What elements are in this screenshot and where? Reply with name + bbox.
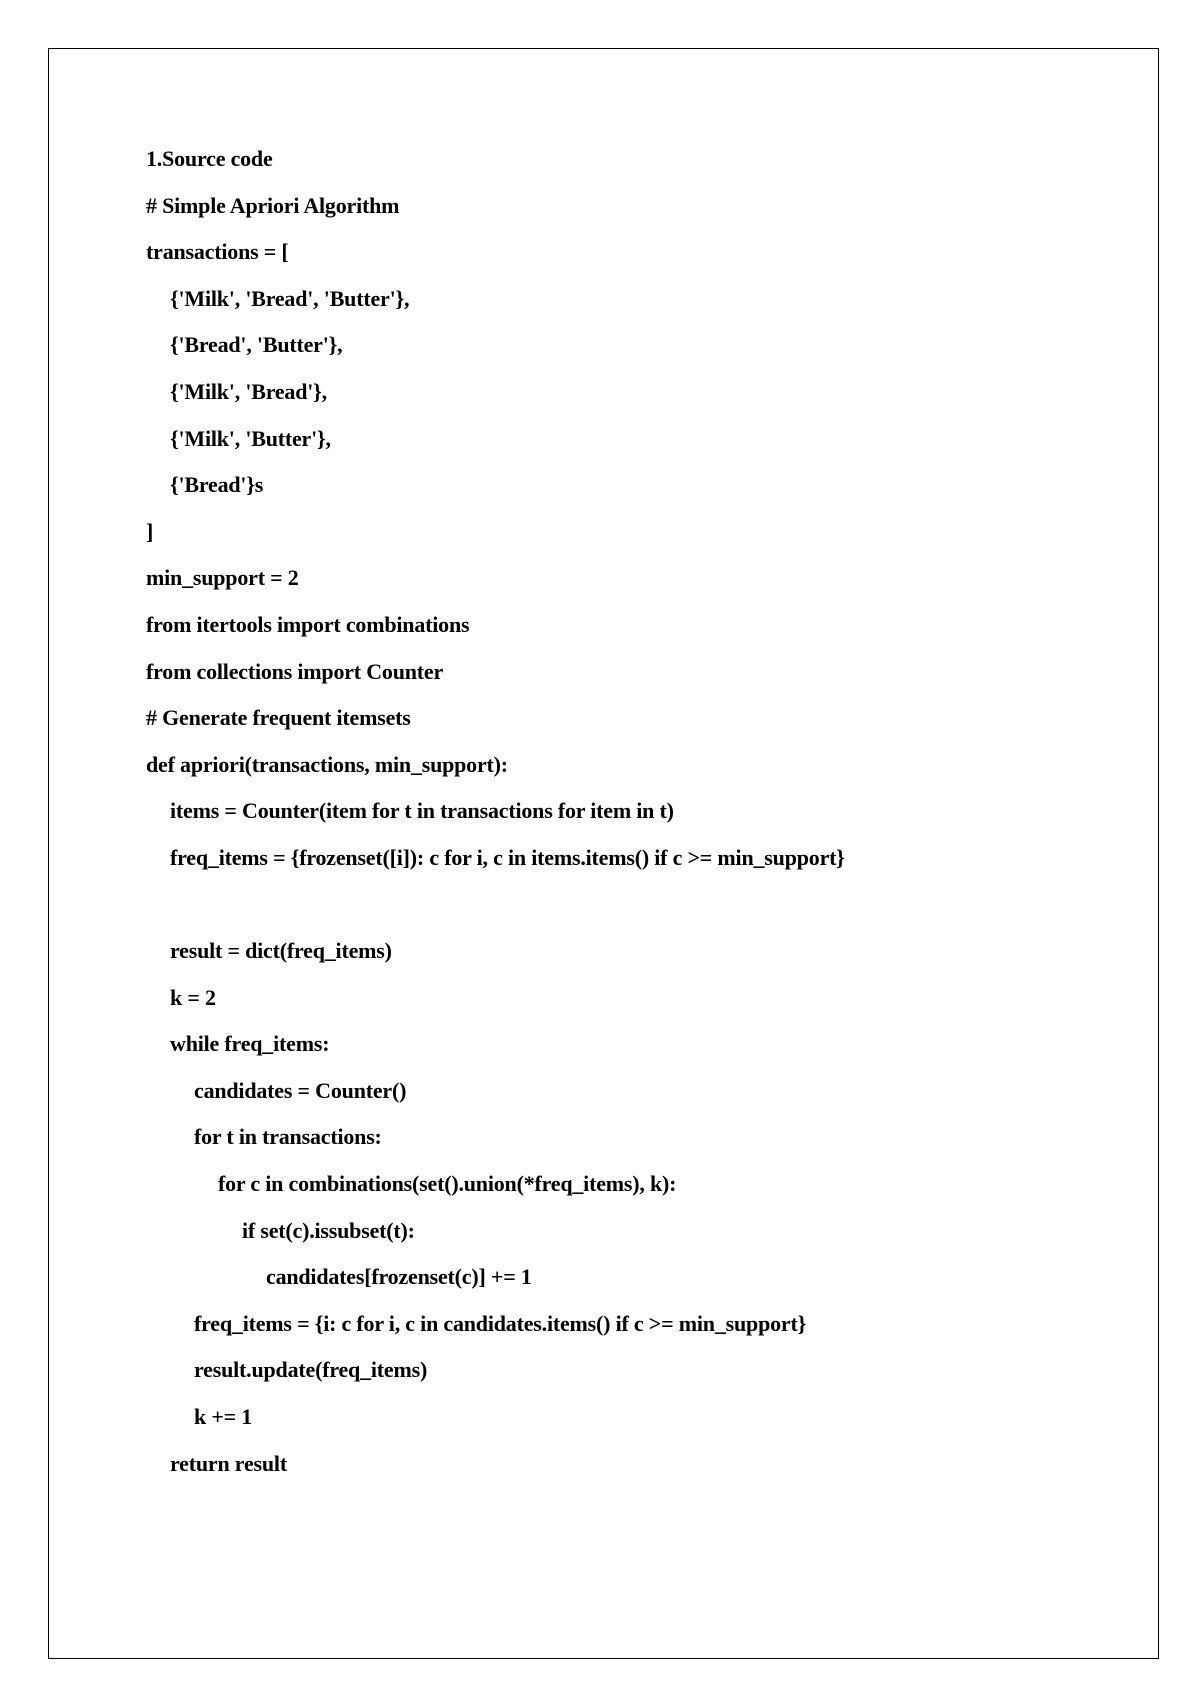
source-code-block [146,144,845,1495]
code-line: {'Milk', 'Bread'}, [170,378,327,404]
code-line: # Simple Apriori Algorithm [146,192,400,218]
code-line: from itertools import combinations [146,611,470,637]
code-line: {'Milk', 'Bread', 'Butter'}, [170,285,410,311]
code-line: result.update(freq_items) [194,1357,428,1383]
code-line: while freq_items: [170,1031,330,1057]
code-line: return result [170,1450,287,1476]
code-line: candidates[frozenset(c)] += 1 [266,1264,532,1290]
blank-line [146,890,845,937]
code-line: k += 1 [194,1404,253,1430]
code-line: for c in combinations(set().union(*freq_items), k): [218,1171,677,1197]
code-line: from collections import Counter [146,658,444,684]
code-line: {'Bread'}s [170,472,264,498]
code-line: k = 2 [170,984,216,1010]
code-line: min_support = 2 [146,565,299,591]
code-line: candidates = Counter() [194,1077,407,1103]
code-line: 1.Source code [146,146,273,171]
code-line: if set(c).issubset(t): [242,1217,415,1243]
code-line: {'Milk', 'Butter'}, [170,425,331,451]
code-line: transactions = [ [146,239,289,265]
code-line: # Generate frequent itemsets [146,705,411,731]
code-line: freq_items = {frozenset([i]): c for i, c in items.items() if c >= min_support} [170,844,845,870]
code-line: {'Bread', 'Butter'}, [170,332,343,358]
code-line: def apriori(transactions, min_support): [146,751,508,777]
code-line: result = dict(freq_items) [170,938,392,964]
code-line: ] [146,518,154,544]
code-line: for t in transactions: [194,1124,382,1150]
code-line: items = Counter(item for t in transactions for item in t) [170,798,674,824]
code-line: freq_items = {i: c for i, c in candidates.items() if c >= min_support} [194,1310,807,1336]
